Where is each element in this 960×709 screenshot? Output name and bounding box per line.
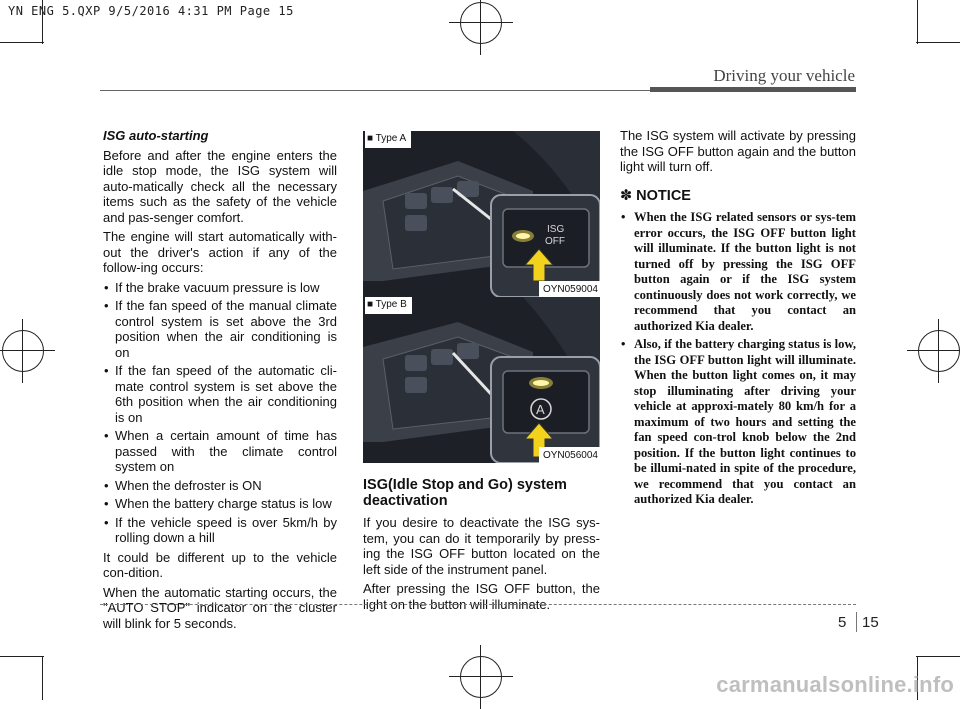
list-item: • If the brake vacuum pressure is low [103, 280, 337, 296]
list-item: • When the battery charge status is low [103, 496, 337, 512]
print-slug: YN ENG 5.QXP 9/5/2016 4:31 PM Page 15 [8, 4, 294, 18]
dashboard-illustration [363, 297, 600, 463]
registration-mark [460, 656, 502, 698]
figure-type-a [363, 131, 600, 297]
crop-mark [0, 42, 44, 43]
figure-code: OYN056004 [539, 447, 600, 464]
svg-text:ISG: ISG [547, 224, 565, 235]
watermark: carmanualsonline.info [716, 672, 954, 697]
paragraph: The ISG system will activate by pressing the ISG OFF button again and the button light will turn off. [620, 128, 856, 174]
crop-mark [917, 0, 918, 44]
crop-mark [42, 656, 43, 700]
figure-label: ■ Type A [365, 131, 411, 148]
list-item: • When the defroster is ON [103, 478, 337, 494]
section-heading: ISG(Idle Stop and Go) system deactivation [363, 477, 567, 509]
subheading: ISG auto-starting [103, 128, 209, 143]
column-right [620, 128, 856, 512]
list-item: • If the vehicle speed is over 5km/h by rolling down a hill [103, 515, 337, 546]
dashboard-illustration [363, 131, 600, 297]
paragraph: After pressing the ISG OFF button, the light on the button will illuminate. [363, 581, 600, 612]
page-number: 15 [862, 614, 879, 631]
condition-list [103, 280, 337, 546]
chapter-number: 5 [838, 614, 847, 631]
notice-item: • Also, if the battery charging status is low, the ISG OFF button light will illuminate. When the button light comes on, it may stop illuminating after driving your vehicle at approxi-mately 80 km/h for a maximum of two hours and setting the fan speed con-trol knob below the 2nd position. If the button light continues to be illumi-nated in spite of the procedure, we recommend that you contact an authorized Kia dealer. [620, 337, 856, 508]
list-item: • If the fan speed of the manual climate control system is set above the 3rd position when the air conditioning is on [103, 298, 337, 360]
notice-heading: ✽ NOTICE [620, 187, 691, 204]
registration-mark [460, 2, 502, 44]
paragraph: When the automatic starting occurs, the "AUTO STOP" indicator on the cluster will blink for 5 seconds. [103, 584, 337, 631]
notice-item: • When the ISG related sensors or sys-tem error occurs, the ISG OFF button light will illuminate. If the button light is not turned off by pressing the ISG OFF button again or if the ISG system continuously does not work correctly, we recommend that you contact an authorized Kia dealer. [620, 210, 856, 334]
paragraph: If you desire to deactivate the ISG sys-tem, you can do it temporarily by press-ing the ISG OFF button located on the left side of the instrument panel. [363, 515, 600, 577]
paragraph: It could be different up to the vehicle con-dition. [103, 549, 337, 580]
crop-mark [916, 42, 960, 43]
list-item: • If the fan speed of the automatic cli-mate control system is set above the 6th position when the air conditioning is on [103, 363, 337, 425]
figure-type-b [363, 297, 600, 463]
crop-mark [916, 656, 960, 657]
paragraph: Before and after the engine enters the idle stop mode, the ISG system will auto-matically check all the necessary items such as the safety of the vehicle and pas-senger comfort. [103, 147, 337, 225]
column-middle [363, 131, 600, 616]
header-rule-bold [650, 87, 856, 92]
crop-mark [0, 656, 44, 657]
section-title: Driving your vehicle [713, 66, 855, 85]
list-item: • When a certain amount of time has passed with the climate control system on [103, 428, 337, 475]
column-left [103, 128, 337, 635]
svg-text:OFF: OFF [545, 236, 565, 247]
notice-list [620, 210, 856, 508]
figure-label: ■ Type B [365, 297, 412, 314]
header-rule [100, 90, 650, 91]
svg-text:A: A [536, 402, 545, 417]
paragraph: The engine will start automatically with-out the driver's action if any of the follow-ing occurs: [103, 229, 337, 275]
figure-code: OYN059004 [539, 281, 600, 298]
page-separator [856, 612, 857, 632]
footer-rule [100, 604, 856, 605]
registration-mark [2, 330, 44, 372]
registration-mark [918, 330, 960, 372]
